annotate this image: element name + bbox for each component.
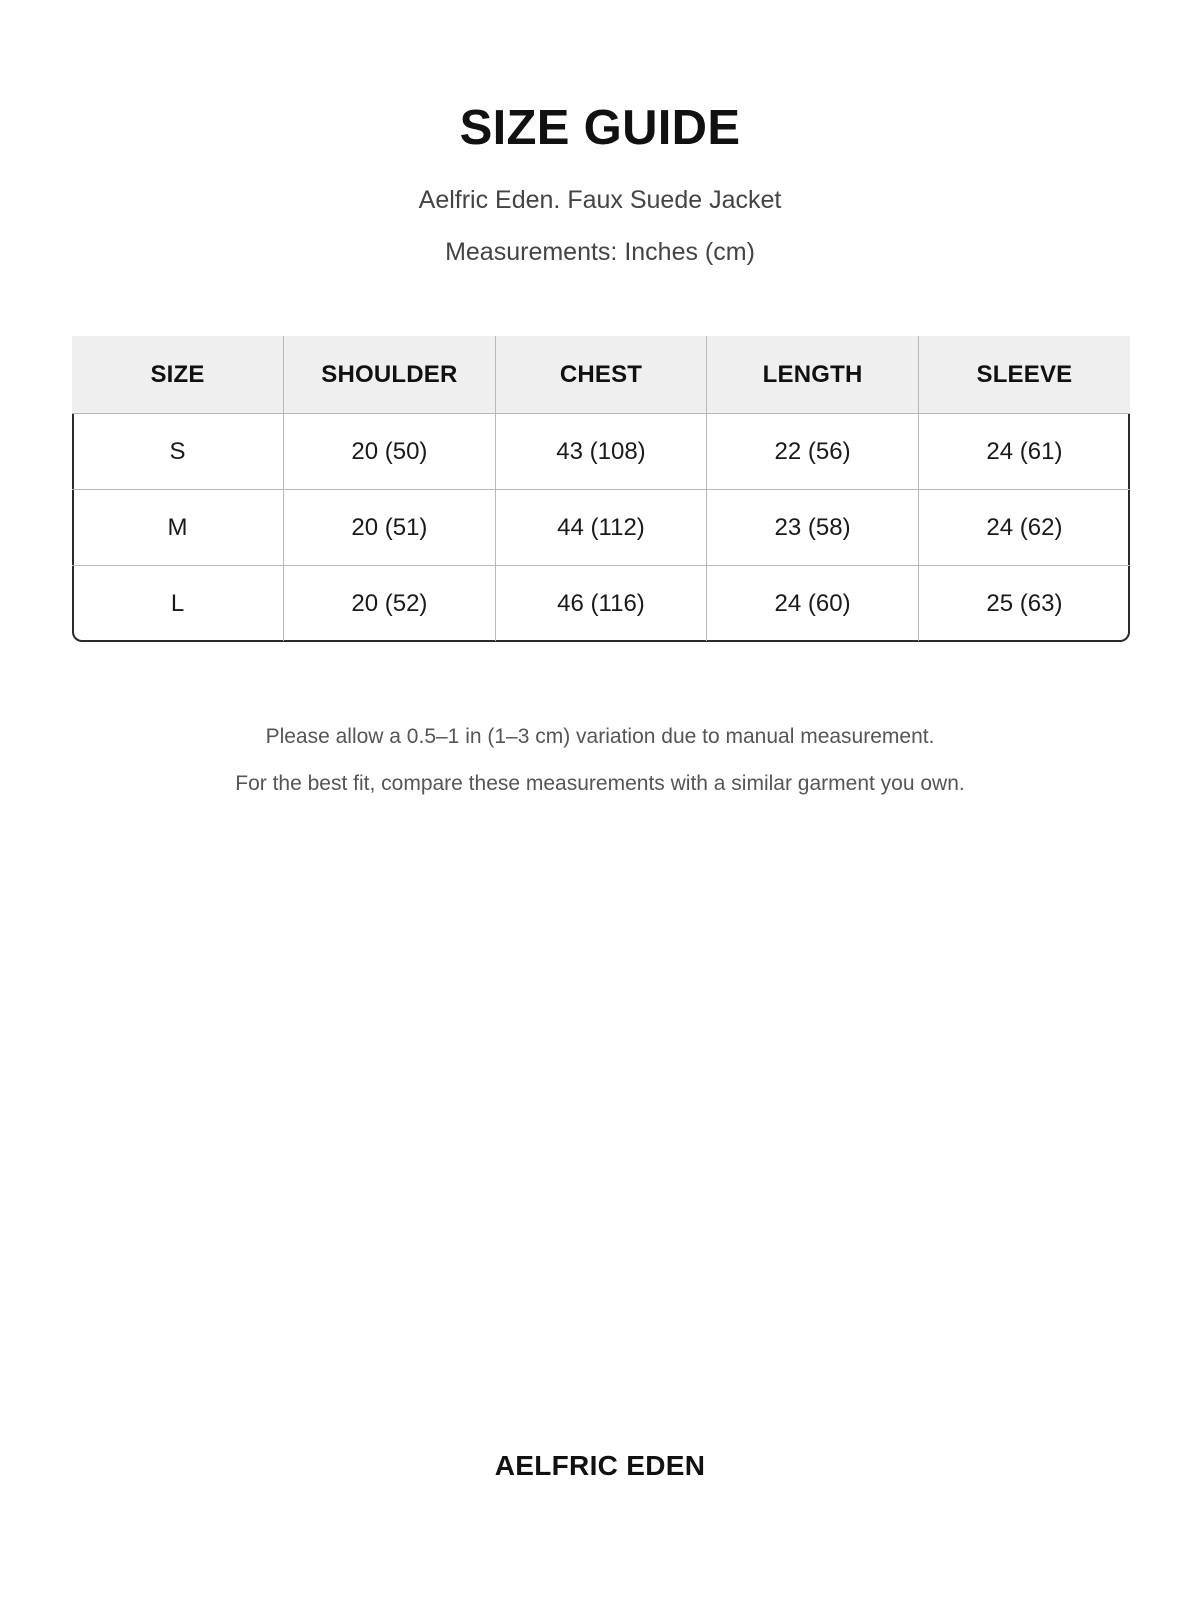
size-cell: L — [72, 566, 284, 642]
measurement-units: Measurements: Inches (cm) — [445, 238, 755, 266]
variation-note: Please allow a 0.5–1 in (1–3 cm) variation due to manual measurement. — [265, 725, 935, 748]
chest-cell: 46 (116) — [495, 566, 707, 642]
brand-wordmark: AELFRIC EDEN — [494, 1450, 706, 1481]
table-header-row — [72, 336, 1130, 414]
column-header-sleeve: SLEEVE — [918, 336, 1130, 414]
column-header-shoulder: SHOULDER — [284, 336, 496, 414]
shoulder-cell: 20 (52) — [284, 566, 496, 642]
chest-cell: 44 (112) — [495, 490, 707, 566]
table-row — [72, 414, 1130, 490]
size-table — [72, 336, 1130, 641]
page-title: SIZE GUIDE — [459, 101, 741, 155]
length-cell: 22 (56) — [707, 414, 919, 490]
product-name: Aelfric Eden. Faux Suede Jacket — [418, 186, 782, 214]
size-cell: S — [72, 414, 284, 490]
sleeve-cell: 25 (63) — [986, 589, 1063, 617]
table-row — [72, 490, 1130, 566]
shoulder-cell: 20 (51) — [284, 490, 496, 566]
column-header-chest: CHEST — [495, 336, 707, 414]
length-cell: 23 (58) — [707, 490, 919, 566]
shoulder-cell: 20 (50) — [284, 414, 496, 490]
length-cell: 24 (60) — [707, 566, 919, 642]
sleeve-cell: 24 (62) — [918, 490, 1130, 566]
fit-note: For the best fit, compare these measurements with a similar garment you own. — [235, 772, 965, 795]
table-row — [72, 566, 1130, 642]
column-header-size: SIZE — [72, 336, 284, 414]
sleeve-cell: 24 (61) — [918, 414, 1130, 490]
column-header-length: LENGTH — [707, 336, 919, 414]
size-cell: M — [72, 490, 284, 566]
chest-cell: 43 (108) — [495, 414, 707, 490]
